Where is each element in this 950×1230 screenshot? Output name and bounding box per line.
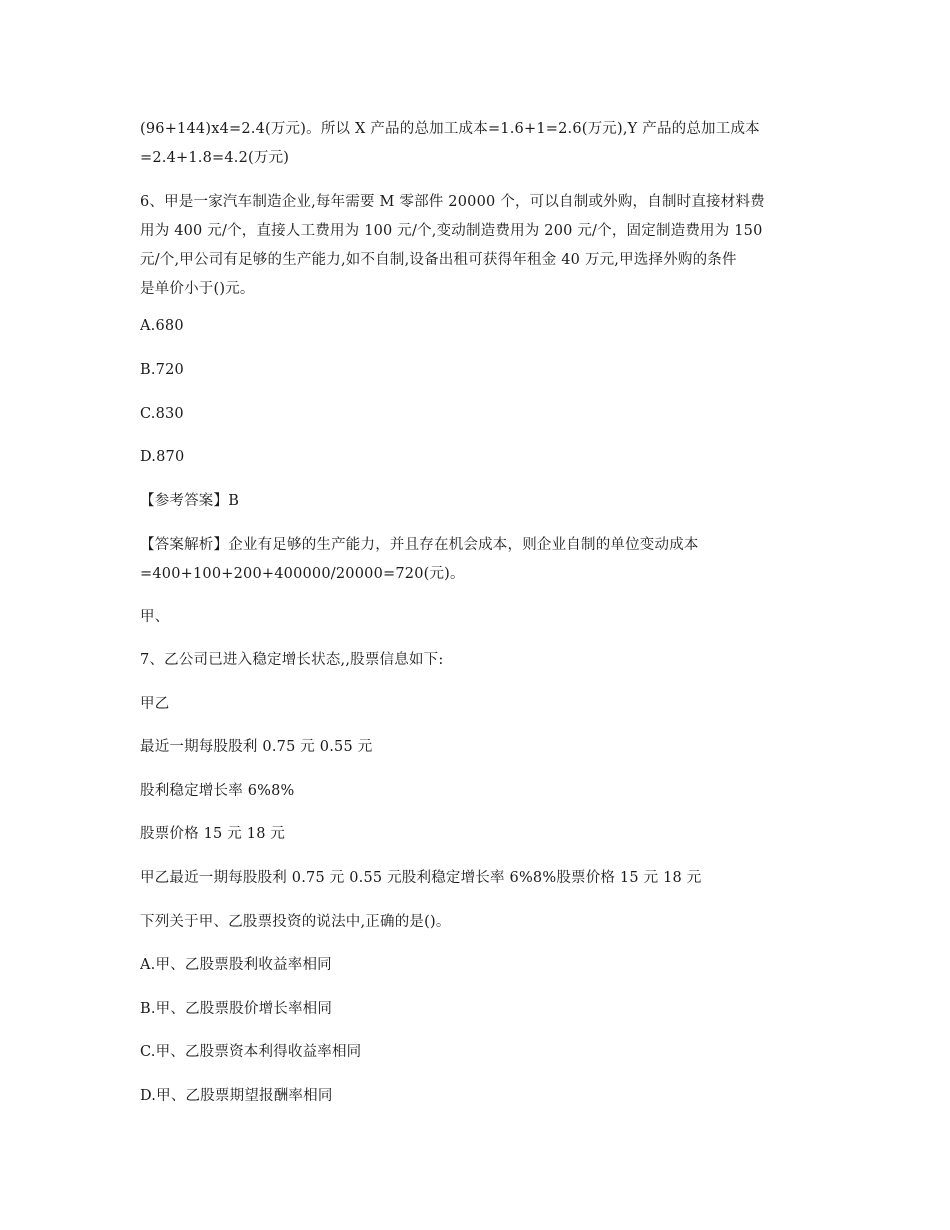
- table-row-growth: 股利稳定增长率 6%8%: [140, 783, 295, 799]
- table-row-dividend: 最近一期每股股利 0.75 元 0.55 元: [140, 739, 373, 755]
- question-6-option-d: D.870: [140, 449, 185, 465]
- question-7-intro: 7、乙公司已进入稳定增长状态,,股票信息如下:: [140, 652, 444, 668]
- text-line: 6、甲是一家汽车制造企业,每年需要 M 零部件 20000 个，可以自制或外购，自制时直接材料费: [140, 194, 765, 210]
- table-header-text: 甲乙: [140, 696, 170, 712]
- paragraph-jia: 甲、: [140, 609, 170, 625]
- text-line: 是单价小于()元。: [140, 281, 255, 297]
- question-7-option-d: D.甲、乙股票期望报酬率相同: [140, 1088, 333, 1104]
- question-6-option-c: C.830: [140, 406, 184, 422]
- question-7-stem: 下列关于甲、乙股票投资的说法中,正确的是()。: [140, 914, 451, 930]
- table-row-price: 股票价格 15 元 18 元: [140, 826, 286, 842]
- paragraph-cost-calc: [140, 115, 812, 173]
- question-6-option-b: B.720: [140, 362, 184, 378]
- question-7-option-a: A.甲、乙股票股利收益率相同: [140, 957, 332, 973]
- question-7-option-b: B.甲、乙股票股价增长率相同: [140, 1001, 333, 1017]
- text-line: 元/个,甲公司有足够的生产能力,如不自制,设备出租可获得年租金 40 万元,甲选择外购的条件: [140, 252, 737, 268]
- text-line: 用为 400 元/个，直接人工费用为 100 元/个,变动制造费用为 200 元/个，固定制造费用为 150: [140, 223, 763, 239]
- answer-analysis: [140, 531, 812, 589]
- combined-table-text: 甲乙最近一期每股股利 0.75 元 0.55 元股利稳定增长率 6%8%股票价格 15 元 18 元: [140, 870, 702, 886]
- text-line: =2.4+1.8=4.2(万元): [140, 150, 290, 166]
- reference-answer: 【参考答案】B: [140, 493, 240, 509]
- question-7-option-c: C.甲、乙股票资本利得收益率相同: [140, 1044, 362, 1060]
- text-line: (96+144)x4=2.4(万元)。所以 X 产品的总加工成本=1.6+1=2.6(万元),Y 产品的总加工成本: [140, 121, 760, 137]
- question-6-option-a: A.680: [140, 318, 184, 334]
- text-line: 【答案解析】企业有足够的生产能力，并且存在机会成本，则企业自制的单位变动成本: [140, 537, 699, 553]
- text-line: =400+100+200+400000/20000=720(元)。: [140, 566, 465, 582]
- question-6-stem: [140, 188, 812, 304]
